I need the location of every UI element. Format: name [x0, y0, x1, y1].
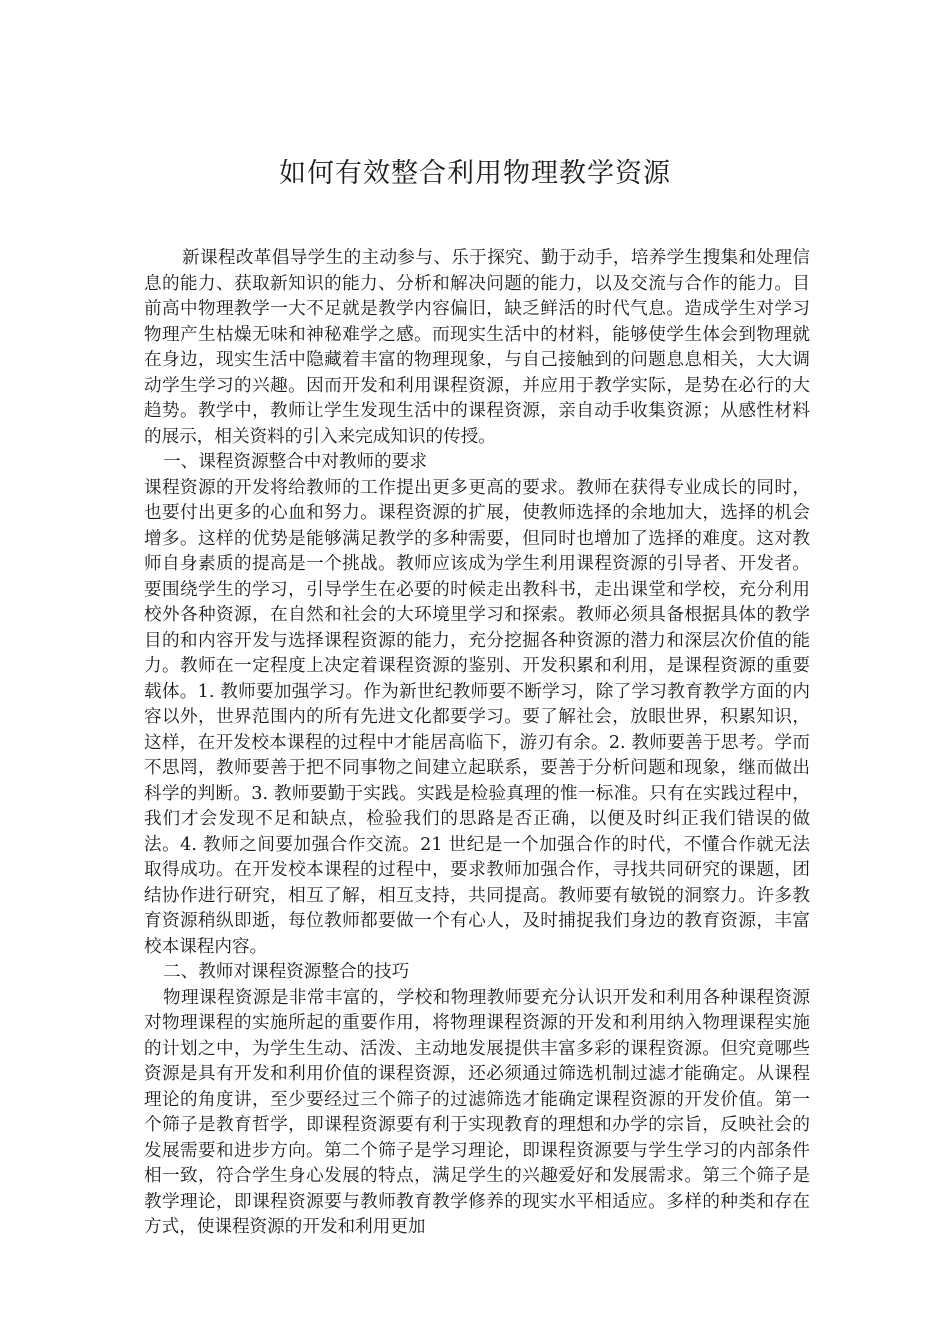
section-1-paragraph: 课程资源的开发将给教师的工作提出更多更高的要求。教师在获得专业成长的同时，也要付出更多的心血和努力。课程资源的扩展，使教师选择的余地加大，选择的机会增多。这样的优势是能够满足教学的多种需要，但同时也增加了选择的难度。这对教师自身素质的提高是一个挑战。教师应该成为学生利用课程资源的引导者、开发者。要围绕学生的学习，引导学生在必要的时候走出教科书，走出课堂和学校，充分利用校外各种资源，在自然和社会的大环境里学习和探索。教师必须具备根据具体的教学目的和内容开发与选择课程资源的能力，充分挖掘各种资源的潜力和深层次价值的能力。教师在一定程度上决定着课程资源的鉴别、开发积累和利用，是课程资源的重要载体。1. 教师要加强学习。作为新世纪教师要不断学习，除了学习教育教学方面的内容以外，世界范围内的所有先进文化都要学习。要了解社会，放眼世界，积累知识，这样，在开发校本课程的过程中才能居高临下，游刃有余。2. 教师要善于思考。学而不思罔，教师要善于把不同事物之间建立起联系，要善于分析问题和现象，继而做出科学的判断。3. 教师要勤于实践。实践是检验真理的惟一标准。只有在实践过程中，我们才会发现不足和缺点，检验我们的思路是否正确，以便及时纠正我们错误的做法。4. 教师之间要加强合作交流。21 世纪是一个加强合作的时代，不懂合作就无法取得成功。在开发校本课程的过程中，要求教师加强合作，寻找共同研究的课题，团结协作进行研究，相互了解，相互支持，共同提高。教师要有敏锐的洞察力。许多教育资源稍纵即逝，每位教师都要做一个有心人，及时捕捉我们身边的教育资源，丰富校本课程内容。 [144, 477, 810, 957]
section-heading-2: 二、教师对课程资源整合的技巧 [163, 962, 410, 982]
section-heading-1: 一、课程资源整合中对教师的要求 [163, 452, 427, 472]
document-title: 如何有效整合利用物理教学资源 [279, 158, 671, 189]
section-2-paragraph: 物理课程资源是非常丰富的，学校和物理教师要充分认识开发和利用各种课程资源对物理课程的实施所起的重要作用，将物理课程资源的开发和利用纳入物理课程实施的计划之中，为学生生动、活泼、主动地发展提供丰富多彩的课程资源。但究竟哪些资源是具有开发和利用价值的课程资源，还必须通过筛选机制过滤才能确定。从课程理论的角度讲，至少要经过三个筛子的过滤筛选才能确定课程资源的开发价值。第一个筛子是教育哲学，即课程资源要有利于实现教育的理想和办学的宗旨，反映社会的发展需要和进步方向。第二个筛子是学习理论，即课程资源要与学生学习的内部条件相一致，符合学生身心发展的特点，满足学生的兴趣爱好和发展需求。第三个筛子是教学理论，即课程资源要与教师教育教学修养的现实水平相适应。多样的种类和存在方式，使课程资源的开发和利用更加 [144, 987, 810, 1237]
document-body [144, 246, 810, 1241]
intro-paragraph: 新课程改革倡导学生的主动参与、乐于探究、勤于动手，培养学生搜集和处理信息的能力、获取新知识的能力、分析和解决问题的能力，以及交流与合作的能力。目前高中物理教学一大不足就是教学内容偏旧，缺乏鲜活的时代气息。造成学生对学习物理产生枯燥无味和神秘难学之感。而现实生活中的材料，能够使学生体会到物理就在身边，现实生活中隐藏着丰富的物理现象，与自己接触到的问题息息相关，大大调动学生学习的兴趣。因而开发和利用课程资源，并应用于教学实际，是势在必行的大趋势。教学中，教师让学生发现生活中的课程资源，亲自动手收集资源；从感性材料的展示，相关资料的引入来完成知识的传授。 [144, 248, 810, 447]
